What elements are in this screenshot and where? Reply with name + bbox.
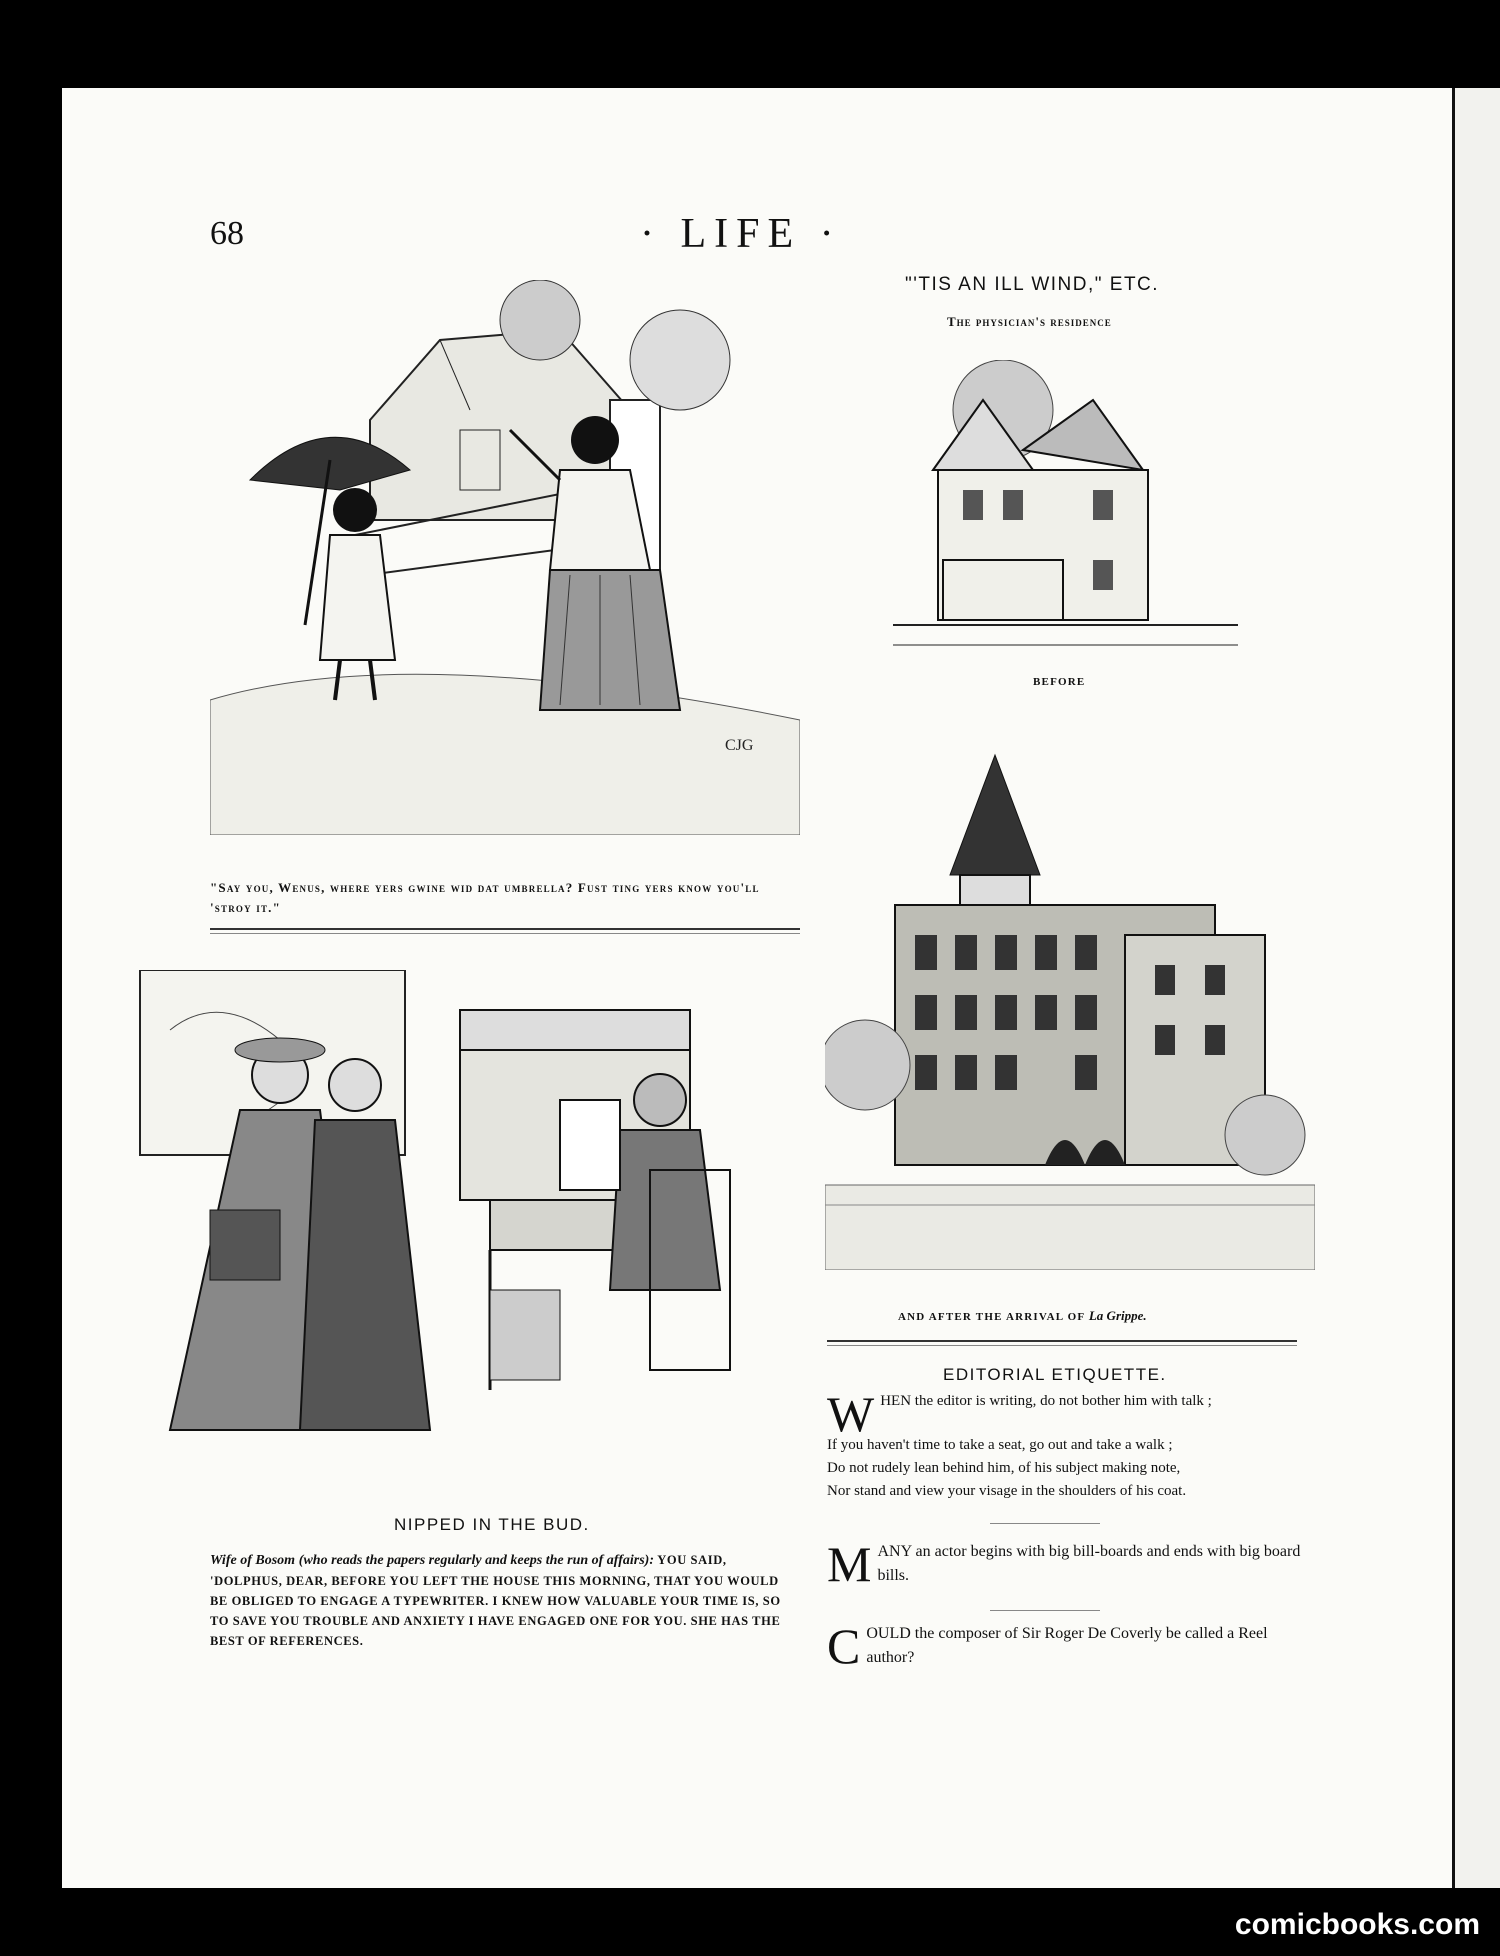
artist-signature: CJG	[725, 737, 754, 754]
umbrella-cartoon-caption: "Say you, Wenus, where yers gwine wid dat umbrella? Fust ting yers know you'll 'stroy it."	[210, 880, 760, 915]
typewriter-cartoon-drawing	[130, 970, 780, 1475]
house-after-illustration	[825, 735, 1315, 1270]
speaker: Wife of Bosom	[210, 1553, 296, 1568]
stage-direction: (who reads the papers regularly and keeps the run of affairs):	[298, 1553, 654, 1568]
house-before-illustration	[893, 360, 1238, 650]
speech: YOU SAID, 'DOLPHUS, DEAR, BEFORE YOU LEFT THE HOUSE THIS MORNING, THAT YOU WOULD BE OBLIGED TO ENGAGE A TYPEWRITER. I KNEW HOW VALUABLE YOUR TIME IS, SO TO SAVE YOU TROUBLE AND ANXIETY I HAVE ENGAGED ONE FOR YOU. SHE HAS THE BEST OF REFERENCES.	[210, 1553, 781, 1648]
ill-wind-subtitle: The physician's residence	[947, 314, 1112, 329]
divider-right	[827, 1340, 1297, 1342]
after-caption-italic: La Grippe.	[1088, 1308, 1147, 1323]
joke-actor-text: ANY an actor begins with big bill-boards and ends with big board bills.	[877, 1543, 1301, 1584]
umbrella-cartoon-drawing	[210, 280, 800, 835]
short-rule-1	[990, 1523, 1100, 1524]
short-rule-2	[990, 1610, 1100, 1611]
facing-page-edge	[1452, 88, 1500, 1888]
editorial-poem	[827, 1386, 1307, 1503]
joke-composer	[827, 1618, 1307, 1674]
before-caption: BEFORE	[1033, 676, 1086, 688]
ill-wind-title: "'TIS AN ILL WIND," ETC.	[905, 274, 1160, 295]
typewriter-cartoon-title: NIPPED IN THE BUD.	[394, 1515, 590, 1534]
masthead: · LIFE ·	[640, 211, 842, 257]
after-caption-prefix: AND AFTER THE ARRIVAL OF	[898, 1311, 1089, 1323]
typewriter-cartoon-illustration	[130, 970, 780, 1475]
after-caption	[898, 1308, 1147, 1324]
joke-actor	[827, 1536, 1307, 1592]
editorial-title: EDITORIAL ETIQUETTE.	[943, 1365, 1167, 1384]
typewriter-cartoon-caption	[210, 1550, 800, 1651]
joke-composer-text: OULD the composer of Sir Roger De Coverly be called a Reel author?	[866, 1625, 1268, 1666]
joke-composer-dropcap: C	[827, 1618, 861, 1674]
poem-line-3: Do not rudely lean behind him, of his subject making note,	[827, 1460, 1181, 1476]
poem-line-4: Nor stand and view your visage in the shoulders of his coat.	[827, 1483, 1187, 1499]
umbrella-cartoon-illustration	[210, 280, 800, 835]
page-number: 68	[210, 215, 244, 252]
poem-line-1: HEN the editor is writing, do not bother him with talk ;	[880, 1393, 1212, 1409]
divider-left-thin	[210, 933, 800, 934]
divider-left	[210, 928, 800, 930]
poem-line-2: If you haven't time to take a seat, go out and take a walk ;	[827, 1437, 1173, 1453]
editorial-dropcap: W	[827, 1386, 875, 1442]
house-after-drawing	[825, 735, 1315, 1270]
divider-right-thin	[827, 1345, 1297, 1346]
watermark-logo: comicbooks.com	[1234, 1908, 1480, 1941]
house-before-drawing	[893, 360, 1238, 650]
joke-actor-dropcap: M	[827, 1536, 872, 1592]
